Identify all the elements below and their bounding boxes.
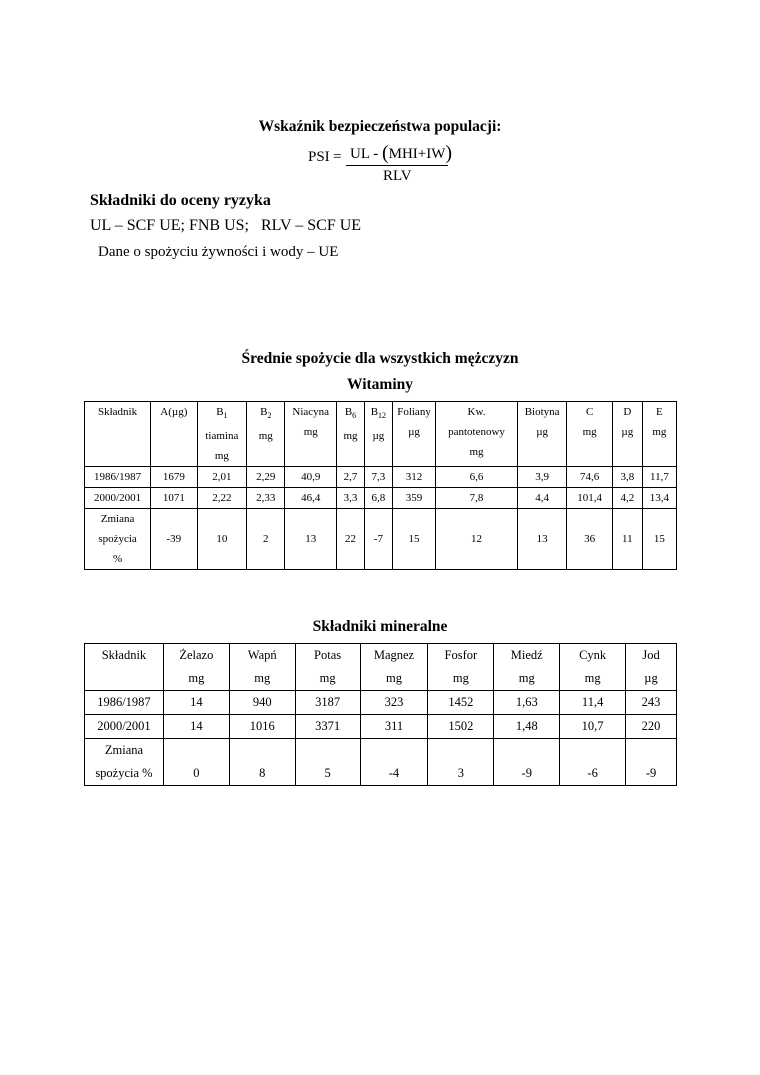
- vit-h-1: [151, 402, 197, 467]
- table-cell: 1452: [428, 691, 494, 715]
- formula-equals: =: [333, 149, 342, 165]
- table-cell: 7,8: [436, 488, 518, 509]
- minerals-title: Składniki mineralne: [312, 618, 448, 635]
- table-cell: 1986/1987: [85, 691, 164, 715]
- vit-h-4: [285, 402, 337, 467]
- table-cell: 15: [642, 509, 676, 570]
- text: mg: [254, 671, 271, 685]
- table-cell: 2,33: [247, 488, 285, 509]
- text: spożycia %: [95, 766, 153, 780]
- table-cell: 11,7: [642, 467, 676, 488]
- table-cell: 13: [285, 509, 337, 570]
- risk-heading: Składniki do oceny ryzyka: [90, 192, 271, 209]
- table-cell: 11: [612, 509, 642, 570]
- vit-h-5: [337, 402, 365, 467]
- table-cell: 11,4: [560, 691, 626, 715]
- min-h-3: [295, 644, 360, 691]
- table-row: [85, 488, 677, 509]
- min-h-7: [560, 644, 626, 691]
- table-cell: -39: [151, 509, 197, 570]
- table-cell: -9: [494, 739, 560, 786]
- text: B: [260, 406, 268, 418]
- text: mg: [188, 671, 205, 685]
- table-cell: 2,29: [247, 467, 285, 488]
- table-cell: 40,9: [285, 467, 337, 488]
- vit-h-8: [436, 402, 518, 467]
- min-h-6: [494, 644, 560, 691]
- table-cell: 311: [360, 715, 428, 739]
- min-h-0: [85, 644, 164, 691]
- text: mg: [584, 671, 601, 685]
- text: Biotyna: [524, 406, 560, 418]
- text: Zmiana: [100, 513, 135, 526]
- min-h-5: [428, 644, 494, 691]
- text: mg: [452, 671, 469, 685]
- text: µg: [408, 426, 420, 438]
- min-h-8: [626, 644, 677, 691]
- formula-lhs: PSI: [308, 149, 330, 165]
- text: A(µg): [160, 406, 188, 418]
- text: mg: [652, 426, 667, 438]
- text: C: [585, 406, 594, 418]
- table-cell: 4,2: [612, 488, 642, 509]
- table-cell: 3187: [295, 691, 360, 715]
- min-h-2: [229, 644, 295, 691]
- table-cell: 1679: [151, 467, 197, 488]
- text: mg: [518, 671, 535, 685]
- table-cell: 3371: [295, 715, 360, 739]
- text: mg: [385, 671, 402, 685]
- text: B: [370, 406, 379, 418]
- table-cell: 7,3: [364, 467, 392, 488]
- table-cell: -6: [560, 739, 626, 786]
- text: 2: [267, 411, 272, 421]
- table-cell: 5: [295, 739, 360, 786]
- table-cell: 0: [163, 739, 229, 786]
- formula-numerator-left: UL -: [350, 146, 382, 162]
- table-cell: 14: [163, 715, 229, 739]
- table-cell: 1016: [229, 715, 295, 739]
- text: Wapń: [247, 648, 277, 662]
- text: tiamina: [205, 430, 239, 443]
- table-cell: 36: [567, 509, 612, 570]
- vitamins-table: [84, 401, 677, 570]
- table-row: [85, 715, 677, 739]
- table-cell: 1,48: [494, 715, 560, 739]
- vit-h-12: [642, 402, 676, 467]
- text: Niacyna: [292, 406, 330, 418]
- table-cell: 323: [360, 691, 428, 715]
- table-cell: 13: [517, 509, 567, 570]
- text: 1: [223, 411, 228, 421]
- table-cell: 1,63: [494, 691, 560, 715]
- table-cell: 312: [392, 467, 435, 488]
- vit-h-9: [517, 402, 567, 467]
- table-cell: -7: [364, 509, 392, 570]
- text: µg: [644, 671, 658, 685]
- vit-h-11: [612, 402, 642, 467]
- text: Żelazo: [179, 648, 214, 662]
- table-cell: 46,4: [285, 488, 337, 509]
- table-cell: 220: [626, 715, 677, 739]
- min-change-label: [85, 739, 164, 786]
- text: spożycia: [98, 533, 137, 546]
- section-title: Średnie spożycie dla wszystkich mężczyzn: [241, 350, 519, 367]
- table-cell: 74,6: [567, 467, 612, 488]
- table-cell: 3,8: [612, 467, 642, 488]
- table-cell: 2,7: [337, 467, 365, 488]
- min-h-1: [163, 644, 229, 691]
- table-cell: -4: [360, 739, 428, 786]
- formula-numerator: UL - (MHI+IW): [350, 142, 453, 164]
- table-cell: 22: [337, 509, 365, 570]
- vitamins-title: Witaminy: [346, 376, 414, 393]
- risk-line: UL – SCF UE; FNB US; RLV – SCF UE: [90, 217, 362, 234]
- text: D: [623, 406, 632, 418]
- text: E: [656, 406, 663, 418]
- table-cell: 6,8: [364, 488, 392, 509]
- table-cell: 2000/2001: [85, 488, 151, 509]
- text: 6: [352, 411, 357, 421]
- table-cell: 1502: [428, 715, 494, 739]
- text: B: [344, 406, 353, 418]
- text: mg: [319, 671, 336, 685]
- table-cell: 4,4: [517, 488, 567, 509]
- text: Składnik: [101, 648, 147, 662]
- text: %: [112, 553, 123, 566]
- table-row: [85, 691, 677, 715]
- table-cell: 940: [229, 691, 295, 715]
- table-cell: 10: [197, 509, 247, 570]
- text: 12: [378, 411, 387, 421]
- minerals-header-row: [85, 644, 677, 691]
- vit-h-7: [392, 402, 435, 467]
- vit-h-6: [364, 402, 392, 467]
- text: µg: [536, 426, 549, 438]
- table-cell: 12: [436, 509, 518, 570]
- table-cell: 3: [428, 739, 494, 786]
- table-row: [85, 467, 677, 488]
- table-cell: 101,4: [567, 488, 612, 509]
- text: µg: [621, 426, 634, 438]
- text: mg: [214, 450, 229, 463]
- min-h-4: [360, 644, 428, 691]
- minerals-table: [84, 643, 677, 786]
- text: mg: [469, 446, 484, 458]
- vit-h-0: [85, 402, 151, 467]
- text: Magnez: [373, 648, 415, 662]
- table-cell: 2,01: [197, 467, 247, 488]
- text: mg: [258, 430, 273, 443]
- text: Foliany: [397, 406, 431, 418]
- minerals-change-row: [85, 739, 677, 786]
- formula-numerator-inner: MHI+IW: [388, 146, 446, 162]
- vitamins-header-row: [85, 402, 677, 467]
- formula-denominator: RLV: [383, 168, 412, 184]
- text: Kw.: [467, 406, 486, 418]
- page-heading: Wskaźnik bezpieczeństwa populacji:: [258, 118, 502, 135]
- table-cell: 6,6: [436, 467, 518, 488]
- text: Fosfor: [444, 648, 478, 662]
- table-cell: 3,9: [517, 467, 567, 488]
- table-cell: 15: [392, 509, 435, 570]
- text: Cynk: [579, 648, 607, 662]
- text: Zmiana: [104, 743, 144, 757]
- vit-h-3: [247, 402, 285, 467]
- table-cell: 2: [247, 509, 285, 570]
- vitamins-change-row: [85, 509, 677, 570]
- table-cell: 8: [229, 739, 295, 786]
- text: Potas: [314, 648, 342, 662]
- vit-change-label: [85, 509, 151, 570]
- text: mg: [343, 430, 358, 443]
- table-cell: 1986/1987: [85, 467, 151, 488]
- table-cell: 243: [626, 691, 677, 715]
- text: B: [216, 406, 224, 418]
- table-cell: 359: [392, 488, 435, 509]
- table-cell: 2000/2001: [85, 715, 164, 739]
- text: mg: [303, 426, 318, 438]
- table-cell: 13,4: [642, 488, 676, 509]
- vit-h-10: [567, 402, 612, 467]
- text: Jod: [642, 648, 660, 662]
- fraction-bar: [346, 165, 448, 166]
- text: µg: [372, 430, 385, 443]
- text: Składnik: [97, 406, 138, 418]
- vit-h-2: [197, 402, 247, 467]
- table-cell: -9: [626, 739, 677, 786]
- text: Miedź: [510, 648, 543, 662]
- table-cell: 3,3: [337, 488, 365, 509]
- table-cell: 1071: [151, 488, 197, 509]
- table-cell: 10,7: [560, 715, 626, 739]
- text: pantotenowy: [448, 426, 505, 438]
- text: mg: [582, 426, 597, 438]
- table-cell: 2,22: [197, 488, 247, 509]
- table-cell: 14: [163, 691, 229, 715]
- data-line: Dane o spożyciu żywności i wody – UE: [98, 244, 339, 260]
